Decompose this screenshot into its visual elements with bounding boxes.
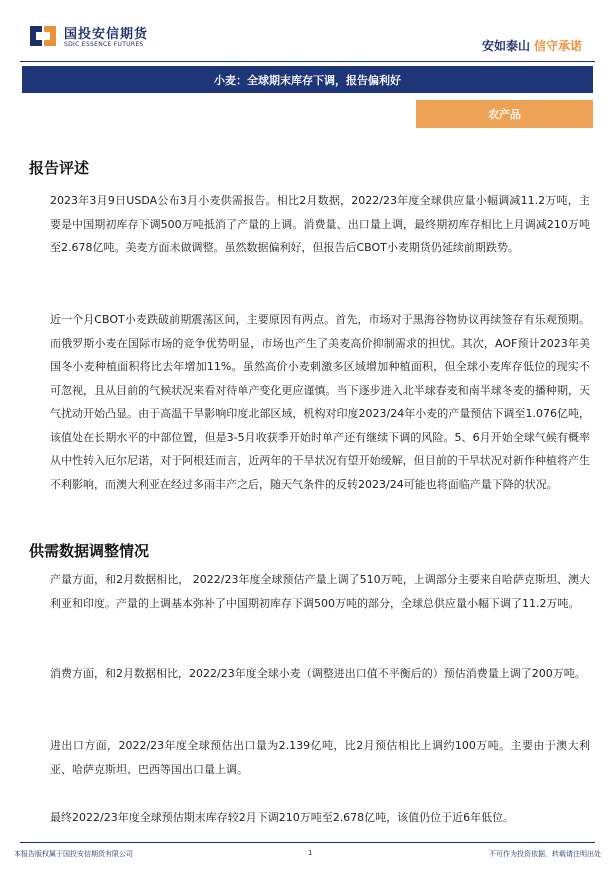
section-heading-supply-demand: 供需数据调整情况 — [29, 542, 150, 560]
company-name-en: SDIC ESSENCE FUTURES — [64, 41, 144, 48]
footer-divider — [20, 842, 595, 843]
footer-disclaimer: 不可作为投资依据，转载请注明出处 — [489, 850, 601, 858]
paragraph: 产量方面，和2月数据相比， 2022/23年度全球预估产量上调了510万吨，上调部分主要来自哈萨克斯坦、澳大利亚和印度。产量的上调基本弥补了中国期初库存下调500万吨的部分，全球总供应量小幅下调了11.2万吨。 — [50, 573, 590, 610]
paragraph: 2023年3月9日USDA公布3月小麦供需报告。相比2月数据，2022/23年度全球供应量小幅调减11.2万吨，主要是中国期初库存下调500万吨抵消了产量的上调。消费量、出口量上调，最终期初库存相比上月调减210万吨至2.678亿吨。美麦方面未做调整。虽然数据偏利好，但报告后CBOT小麦期货仍延续前期跌势。 — [50, 194, 590, 254]
slogan-part-2: 信守承诺 — [533, 39, 582, 53]
company-logo-icon — [28, 24, 58, 48]
paragraph: 进出口方面，2022/23年度全球预估出口量为2.139亿吨，比2月预估相比上调约100万吨。主要由于澳大利亚、哈萨克斯坦、巴西等国出口量上调。 — [50, 739, 590, 776]
header-divider — [20, 61, 595, 62]
report-title: 小麦：全球期末库存下调，报告偏利好 — [22, 66, 593, 93]
page-number: 1 — [308, 849, 313, 857]
page-header — [0, 0, 615, 62]
company-name-cn: 国投安信期货 — [64, 27, 149, 42]
paragraph: 消费方面，和2月数据相比，2022/23年度全球小麦（调整进出口值不平衡后的）预估消费量上调了200万吨。 — [50, 667, 586, 680]
footer-copyright: 本报告版权属于国投安信期货有限公司 — [14, 850, 133, 858]
slogan — [482, 37, 582, 54]
slogan-part-1: 安如泰山 — [481, 39, 530, 53]
section-heading-review: 报告评述 — [29, 159, 90, 177]
paragraph: 最终2022/23年度全球预估期末库存较2月下调210万吨至2.678亿吨，该值仍位于近6年低位。 — [50, 811, 515, 824]
paragraph: 近一个月CBOT小麦跌破前期震荡区间，主要原因有两点。首先，市场对于黑海谷物协议再续签存有乐观预期。而俄罗斯小麦在国际市场的竞争优势明显，市场也产生了美麦高价抑制需求的担忧。其次，AOF预计2023年美国冬小麦种植面积将比去年增加11%。虽然高价小麦刺激多区域增加种植面积，但全球小麦库存低位的现实不可忽视，且从目前的气候状况来看对待单产变化更应谨慎。当下逐步进入北半球春麦和南半球冬麦的播种期，天气扰动开始凸显。由于高温干旱影响印度北部区域，机构对印度2023/24年小麦的产量预估下调至1.076亿吨，该值处在长期水平的中部位置，但是3-5月收获季开始时单产还有继续下调的风险。5、6月开始全球气候有概率从中性转入厄尔尼诺，对于阿根廷而言，近两年的干旱状况有望开始缓解，但目前的干旱状况对新作种植将产生不利影响，而澳大利亚在经过多雨丰产之后，随天气条件的反转2023/24可能也将面临产量下降的状况。 — [50, 313, 590, 491]
report-category-badge: 农产品 — [416, 100, 593, 128]
